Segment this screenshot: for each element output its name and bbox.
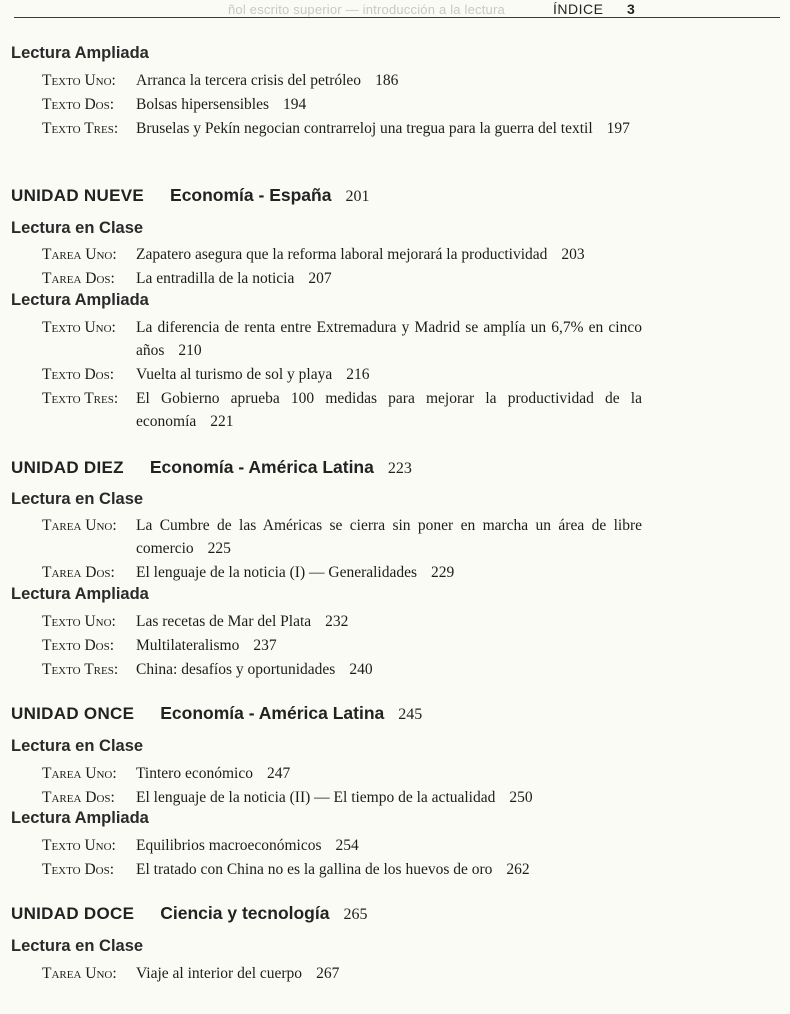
toc-entry	[42, 93, 642, 116]
entry-title-line	[136, 316, 642, 362]
unit-theme: Ciencia y tecnología	[160, 903, 330, 923]
toc-entry	[42, 363, 642, 386]
entry-title: Tintero económico	[136, 765, 253, 782]
entry-label: Texto Dos:	[42, 366, 115, 383]
entry-title: Las recetas de Mar del Plata	[136, 613, 312, 630]
unit-heading	[11, 703, 422, 724]
entry-title: El lenguaje de la noticia (I) — Generalidades	[136, 564, 418, 581]
toc-entry	[42, 561, 642, 584]
unit-heading	[11, 457, 412, 478]
entry-label: Texto Tres:	[42, 120, 119, 137]
entry-label: Texto Uno:	[42, 837, 116, 854]
entry-title: Bruselas y Pekín negocian contrarreloj una tregua para la guerra del textil	[136, 120, 593, 137]
entry-label: Texto Tres:	[42, 661, 119, 678]
entry-title: Equilibrios macroeconómicos	[136, 837, 322, 854]
entry-title-line	[136, 762, 642, 785]
section-heading: Lectura Ampliada	[11, 809, 149, 827]
entry-label: Tarea Uno:	[42, 246, 117, 263]
header-index-label: ÍNDICE	[553, 1, 604, 17]
entry-page-number: 186	[375, 72, 399, 89]
entry-page-number: 262	[506, 861, 530, 878]
entry-title: La diferencia de renta entre Extremadura y Madrid se amplía un 6,7% en cinco años	[136, 319, 642, 359]
unit-page-number: 223	[387, 460, 412, 477]
entry-label: Tarea Dos:	[42, 564, 115, 581]
entry-label: Texto Tres:	[42, 390, 119, 407]
entry-page-number: 207	[308, 270, 332, 287]
entry-page-number: 237	[253, 637, 277, 654]
entry-page-number: 232	[325, 613, 349, 630]
toc-entry	[42, 658, 642, 681]
entry-label: Texto Dos:	[42, 861, 115, 878]
entry-page-number: 221	[210, 413, 234, 430]
toc-entry	[42, 634, 642, 657]
entry-page-number: 203	[561, 246, 585, 263]
entry-title-line	[136, 93, 642, 116]
unit-theme: Economía - América Latina	[160, 703, 385, 723]
entry-title: El Gobierno aprueba 100 medidas para mejorar la productividad de la economía	[136, 390, 642, 430]
toc-entry	[42, 387, 642, 433]
toc-entry	[42, 69, 642, 92]
entry-title: Viaje al interior del cuerpo	[136, 965, 303, 982]
section-heading: Lectura en Clase	[11, 737, 144, 755]
entry-label: Tarea Uno:	[42, 765, 117, 782]
unit-page-number: 265	[343, 906, 368, 923]
entry-title-line	[136, 387, 642, 433]
toc-entry	[42, 762, 642, 785]
section-heading: Lectura Ampliada	[11, 44, 149, 62]
bleed-through-header-text: ñol escrito superior — introducción a la lectura	[228, 2, 505, 17]
entry-label: Tarea Dos:	[42, 789, 115, 806]
entry-page-number: 250	[509, 789, 533, 806]
entry-title: El tratado con China no es la gallina de los huevos de oro	[136, 861, 493, 878]
entry-title: Arranca la tercera crisis del petróleo	[136, 72, 362, 89]
entry-title: Bolsas hipersensibles	[136, 96, 270, 113]
unit-theme: Economía - España	[170, 185, 332, 205]
entry-label: Texto Uno:	[42, 72, 116, 89]
entry-title: Vuelta al turismo de sol y playa	[136, 366, 333, 383]
entry-title: Multilateralismo	[136, 637, 240, 654]
unit-page-number: 245	[398, 706, 423, 723]
section-heading: Lectura en Clase	[11, 937, 144, 955]
unit-heading	[11, 903, 367, 924]
entry-title-line	[136, 858, 642, 881]
toc-entry	[42, 834, 642, 857]
toc-entry	[42, 962, 642, 985]
entry-page-number: 240	[349, 661, 373, 678]
entry-page-number: 194	[283, 96, 307, 113]
entry-page-number: 247	[266, 765, 291, 782]
unit-name: UNIDAD DIEZ	[11, 458, 124, 477]
entry-title-line	[136, 69, 642, 92]
entry-label: Tarea Uno:	[42, 517, 117, 534]
section-heading: Lectura en Clase	[11, 490, 144, 508]
toc-entry	[42, 610, 642, 633]
entry-page-number: 216	[346, 366, 370, 383]
entry-label: Tarea Uno:	[42, 965, 117, 982]
entry-title-line	[136, 634, 642, 657]
section-heading: Lectura en Clase	[11, 219, 144, 237]
entry-title: La Cumbre de las Américas se cierra sin poner en marcha un área de libre comercio	[136, 517, 642, 557]
toc-entry	[42, 514, 642, 560]
entry-page-number: 210	[178, 342, 202, 359]
unit-theme: Economía - América Latina	[149, 457, 374, 477]
entry-title-line	[136, 363, 642, 386]
entry-title-line	[136, 267, 642, 290]
entry-label: Texto Dos:	[42, 96, 115, 113]
entry-label: Texto Uno:	[42, 319, 116, 336]
entry-title: Zapatero asegura que la reforma laboral mejorará la productividad	[136, 246, 548, 263]
toc-entry	[42, 267, 642, 290]
unit-page-number: 201	[345, 188, 370, 205]
entry-page-number: 229	[431, 564, 455, 581]
entry-title-line	[136, 117, 642, 140]
unit-name: UNIDAD DOCE	[11, 904, 135, 923]
toc-entry	[42, 243, 642, 266]
entry-title: China: desafíos y oportunidades	[136, 661, 336, 678]
unit-name: UNIDAD NUEVE	[11, 186, 145, 205]
entry-title-line	[136, 834, 642, 857]
entry-title-line	[136, 610, 642, 633]
entry-title-line	[136, 658, 642, 681]
entry-label: Texto Dos:	[42, 637, 115, 654]
section-heading: Lectura Ampliada	[11, 585, 149, 603]
unit-name: UNIDAD ONCE	[11, 704, 135, 723]
entry-title-line	[136, 561, 642, 584]
entry-title: La entradilla de la noticia	[136, 270, 295, 287]
entry-label: Tarea Dos:	[42, 270, 115, 287]
entry-title: El lenguaje de la noticia (II) — El tiempo de la actualidad	[136, 789, 496, 806]
entry-page-number: 254	[335, 837, 359, 854]
toc-entry	[42, 316, 642, 362]
header-page-number: 3	[627, 1, 635, 17]
entry-title-line	[136, 962, 642, 985]
entry-page-number: 197	[606, 120, 630, 137]
entry-title-line	[136, 786, 642, 809]
toc-entry	[42, 117, 642, 140]
entry-page-number: 267	[316, 965, 340, 982]
toc-entry	[42, 858, 642, 881]
unit-heading	[11, 185, 369, 206]
toc-entry	[42, 786, 642, 809]
entry-title-line	[136, 243, 642, 266]
entry-label: Texto Uno:	[42, 613, 116, 630]
entry-page-number: 225	[207, 540, 231, 557]
section-heading: Lectura Ampliada	[11, 291, 149, 309]
entry-title-line	[136, 514, 642, 560]
